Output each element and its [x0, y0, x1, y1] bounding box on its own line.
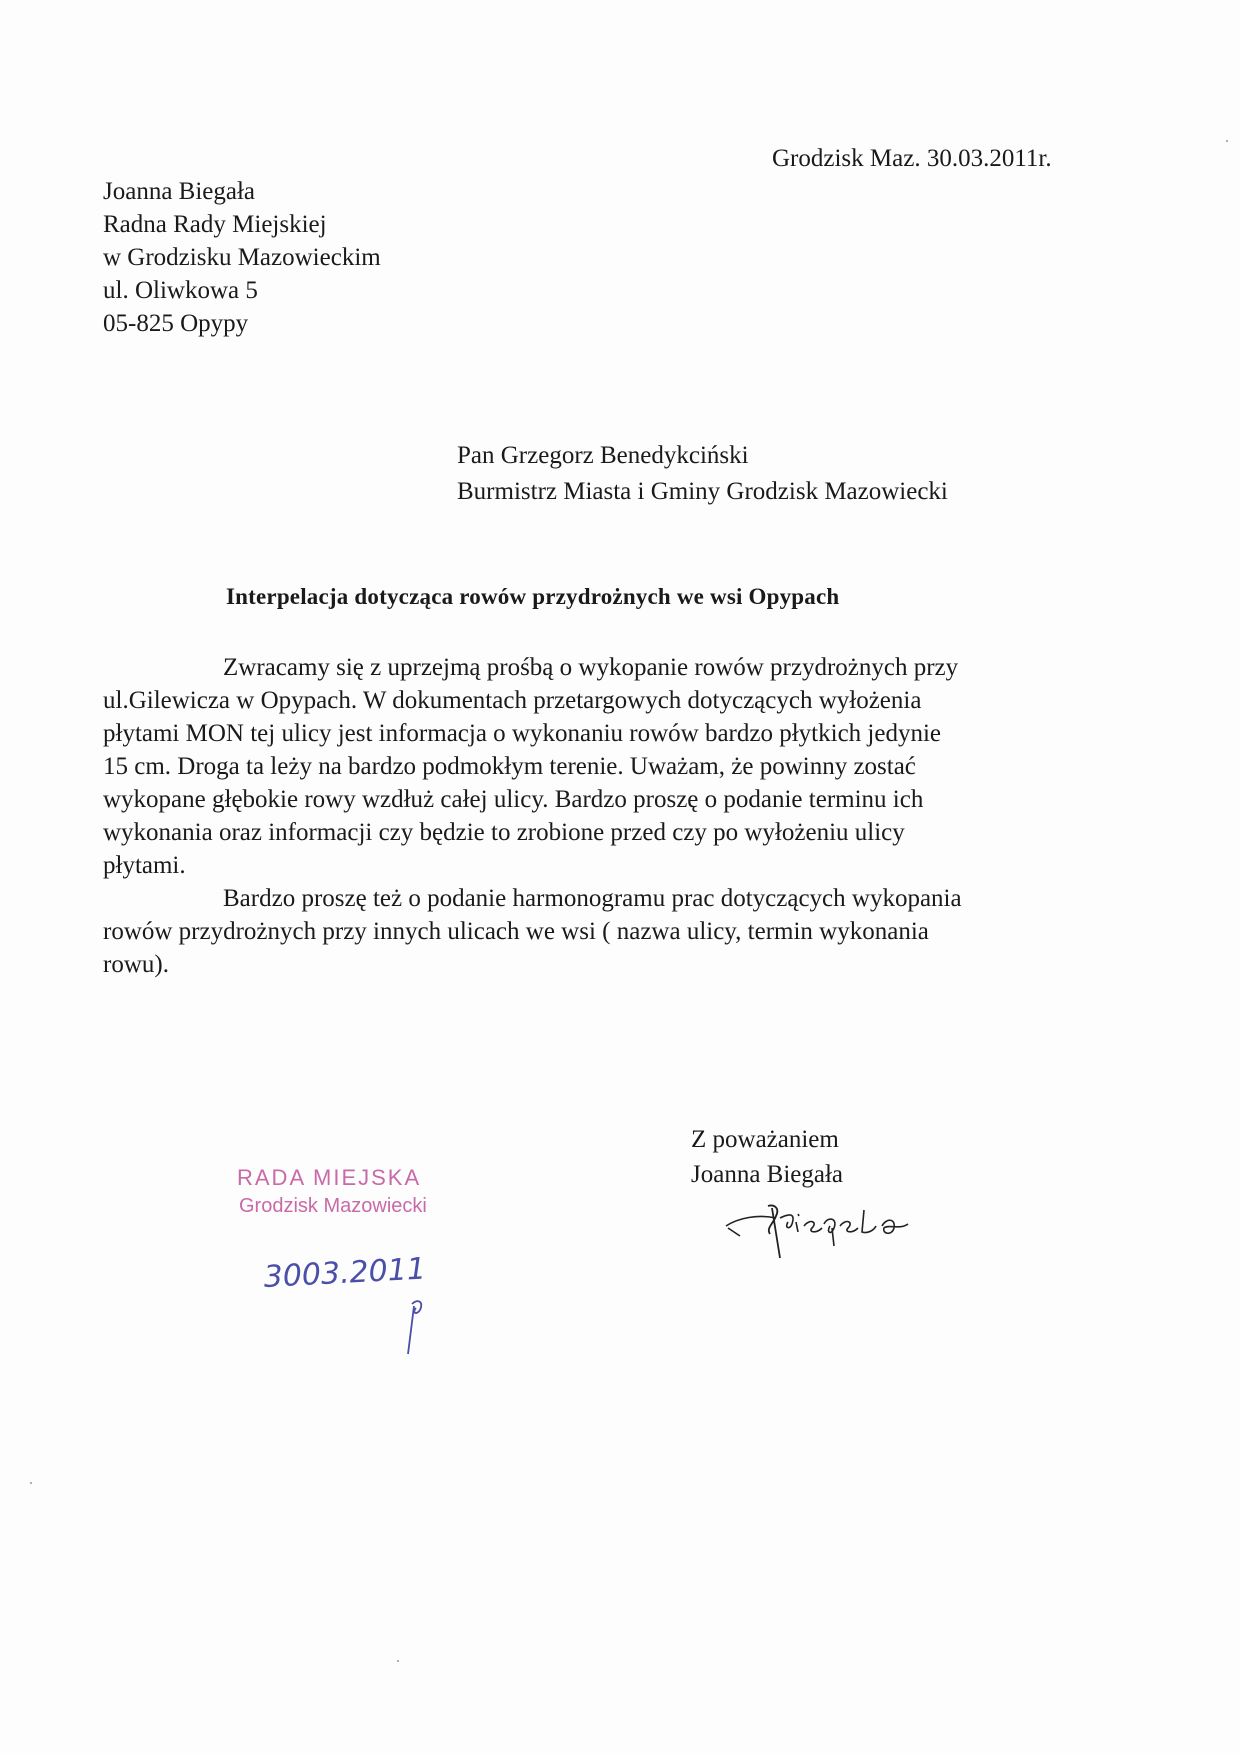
sender-postal: 05-825 Opypy [103, 310, 249, 337]
sender-street: ul. Oliwkowa 5 [103, 277, 258, 304]
recipient-block [457, 438, 948, 510]
body-line: płytami MON tej ulicy jest informacja o wykonaniu rowów bardzo płytkich jedynie [103, 720, 942, 747]
handwritten-signature [718, 1188, 948, 1268]
closing-block [691, 1122, 843, 1192]
svg-text:3003.2011: 3003.2011 [262, 1251, 427, 1296]
stamp-line-1: RADA MIEJSKA [237, 1165, 422, 1190]
scan-speck [397, 1660, 399, 1662]
recipient-title: Burmistrz Miasta i Gminy Grodzisk Mazowiecki [457, 478, 948, 505]
body-line: ul.Gilewicza w Opypach. W dokumentach przetargowych dotyczących wyłożenia [103, 687, 922, 714]
scan-speck [30, 1482, 32, 1484]
closing-name: Joanna Biegała [691, 1161, 844, 1188]
body-line: Bardzo proszę też o podanie harmonogramu prac dotyczących wykopania [223, 885, 962, 912]
closing-salutation: Z poważaniem [691, 1126, 839, 1153]
stamp-handwritten-date [262, 1250, 462, 1360]
body-line: wykopane głębokie rowy wzdłuż całej ulicy. Bardzo proszę o podanie terminu ich [103, 786, 924, 813]
body-line: Zwracamy się z uprzejmą prośbą o wykopanie rowów przydrożnych przy [223, 654, 959, 681]
subject-heading: Interpelacja dotycząca rowów przydrożnych we wsi Opypach [226, 584, 840, 609]
body-line: wykonania oraz informacji czy będzie to zrobione przed czy po wyłożeniu ulicy [103, 819, 905, 846]
stamp-line-2: Grodzisk Mazowiecki [239, 1195, 427, 1217]
sender-role: Radna Rady Miejskiej [103, 211, 327, 238]
body-line: płytami. [103, 852, 186, 879]
body-line: rowu). [103, 951, 169, 978]
sender-name: Joanna Biegała [103, 178, 256, 205]
letter-body [103, 651, 1083, 981]
scan-speck [1226, 140, 1228, 142]
sender-location: w Grodzisku Mazowieckim [103, 244, 381, 271]
sender-block [103, 175, 381, 340]
recipient-name: Pan Grzegorz Benedykciński [457, 442, 749, 469]
body-line: rowów przydrożnych przy innych ulicach we wsi ( nazwa ulicy, termin wykonania [103, 918, 929, 945]
body-line: 15 cm. Droga ta leży na bardzo podmokłym terenie. Uważam, że powinny zostać [103, 753, 916, 780]
registry-stamp [237, 1164, 427, 1220]
date-line: Grodzisk Maz. 30.03.2011r. [772, 145, 1052, 172]
